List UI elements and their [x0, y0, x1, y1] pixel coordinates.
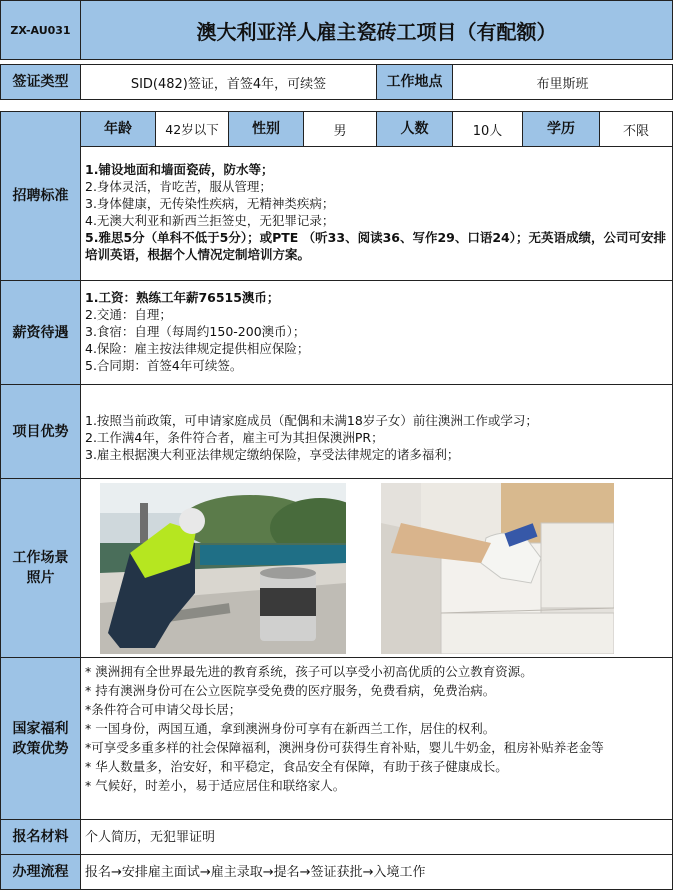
requirement-item: 3.身体健康，无传染性疾病，无精神类疾病； [85, 196, 335, 211]
salary-item: 1.工资：熟练工年薪76515澳币； [85, 290, 280, 305]
project-code: ZX-AU031 [0, 0, 81, 60]
salary-item: 4.保险：雇主按法律规定提供相应保险； [85, 341, 310, 356]
worker-photo [100, 483, 346, 654]
education-value: 不限 [599, 111, 673, 147]
welfare-label: 国家福利政策优势 [0, 657, 81, 820]
advantage-item: 2.工作满4年，条件符合者，雇主可为其担保澳洲PR； [85, 430, 384, 445]
visa-type-value: SID(482)签证，首签4年，可续签 [80, 64, 377, 100]
tiling-illustration [381, 483, 614, 654]
materials-label: 报名材料 [0, 819, 81, 855]
welfare-item: * 澳洲拥有全世界最先进的教育系统，孩子可以享受小初高优质的公立教育资源。 [85, 664, 533, 679]
salary-item: 3.食宿：自理（每周约150-200澳币）； [85, 324, 306, 339]
advantage-item: 3.雇主根据澳大利亚法律规定缴纳保险，享受法律规定的诸多福利； [85, 447, 460, 462]
requirement-item: 5.雅思5分（单科不低于5分）；或PTE （听33、阅读36、写作29、口语24）；无英语成绩，公司可安排培训英语，根据个人情况定制培训方案。 [85, 230, 667, 262]
welfare-item: * 持有澳洲身份可在公立医院享受免费的医疗服务，免费看病，免费治病。 [85, 683, 496, 698]
worker-illustration [100, 483, 346, 654]
salary-label: 薪资待遇 [0, 280, 81, 385]
process-value: 报名→安排雇主面试→雇主录取→提名→签证获批→入境工作 [80, 854, 673, 890]
gender-label: 性别 [228, 111, 304, 147]
work-location-value: 布里斯班 [452, 64, 673, 100]
visa-type-label: 签证类型 [0, 64, 81, 100]
advantages-list [80, 384, 673, 479]
requirements-list [80, 146, 673, 281]
headcount-label: 人数 [376, 111, 453, 147]
process-label: 办理流程 [0, 854, 81, 890]
tiling-photo [381, 483, 614, 654]
requirement-item: 4.无澳大利亚和新西兰拒签史，无犯罪记录； [85, 213, 335, 228]
requirement-item: 2.身体灵活，肯吃苦，服从管理； [85, 179, 272, 194]
work-photos-label: 工作场景照片 [0, 478, 81, 658]
salary-item: 5.合同期：首签4年可续签。 [85, 358, 243, 373]
age-label: 年龄 [80, 111, 156, 147]
welfare-item: * 气候好，时差小，易于适应居住和联络家人。 [85, 778, 346, 793]
page-title: 澳大利亚洋人雇主瓷砖工项目（有配额） [80, 0, 673, 60]
work-location-label: 工作地点 [376, 64, 453, 100]
headcount-value: 10人 [452, 111, 523, 147]
salary-list [80, 280, 673, 385]
materials-value: 个人简历，无犯罪证明 [80, 819, 673, 855]
recruit-standards-label: 招聘标准 [0, 111, 81, 281]
welfare-item: *条件符合可申请父母长居； [85, 702, 242, 717]
welfare-item: *可享受多重多样的社会保障福利，澳洲身份可获得生育补贴，婴儿牛奶金，租房补贴养老金等 [85, 740, 604, 755]
gender-value: 男 [303, 111, 377, 147]
welfare-list [80, 657, 673, 820]
welfare-item: * 华人数量多，治安好，和平稳定，食品安全有保障，有助于孩子健康成长。 [85, 759, 508, 774]
advantage-item: 1.按照当前政策，可申请家庭成员（配偶和未满18岁子女）前往澳洲工作或学习； [85, 413, 538, 428]
advantages-label: 项目优势 [0, 384, 81, 479]
welfare-item: * 一国身份，两国互通，拿到澳洲身份可享有在新西兰工作，居住的权利。 [85, 721, 496, 736]
salary-item: 2.交通：自理； [85, 307, 172, 322]
education-label: 学历 [522, 111, 600, 147]
requirement-item: 1.铺设地面和墙面瓷砖，防水等； [85, 162, 274, 177]
age-value: 42岁以下 [155, 111, 229, 147]
